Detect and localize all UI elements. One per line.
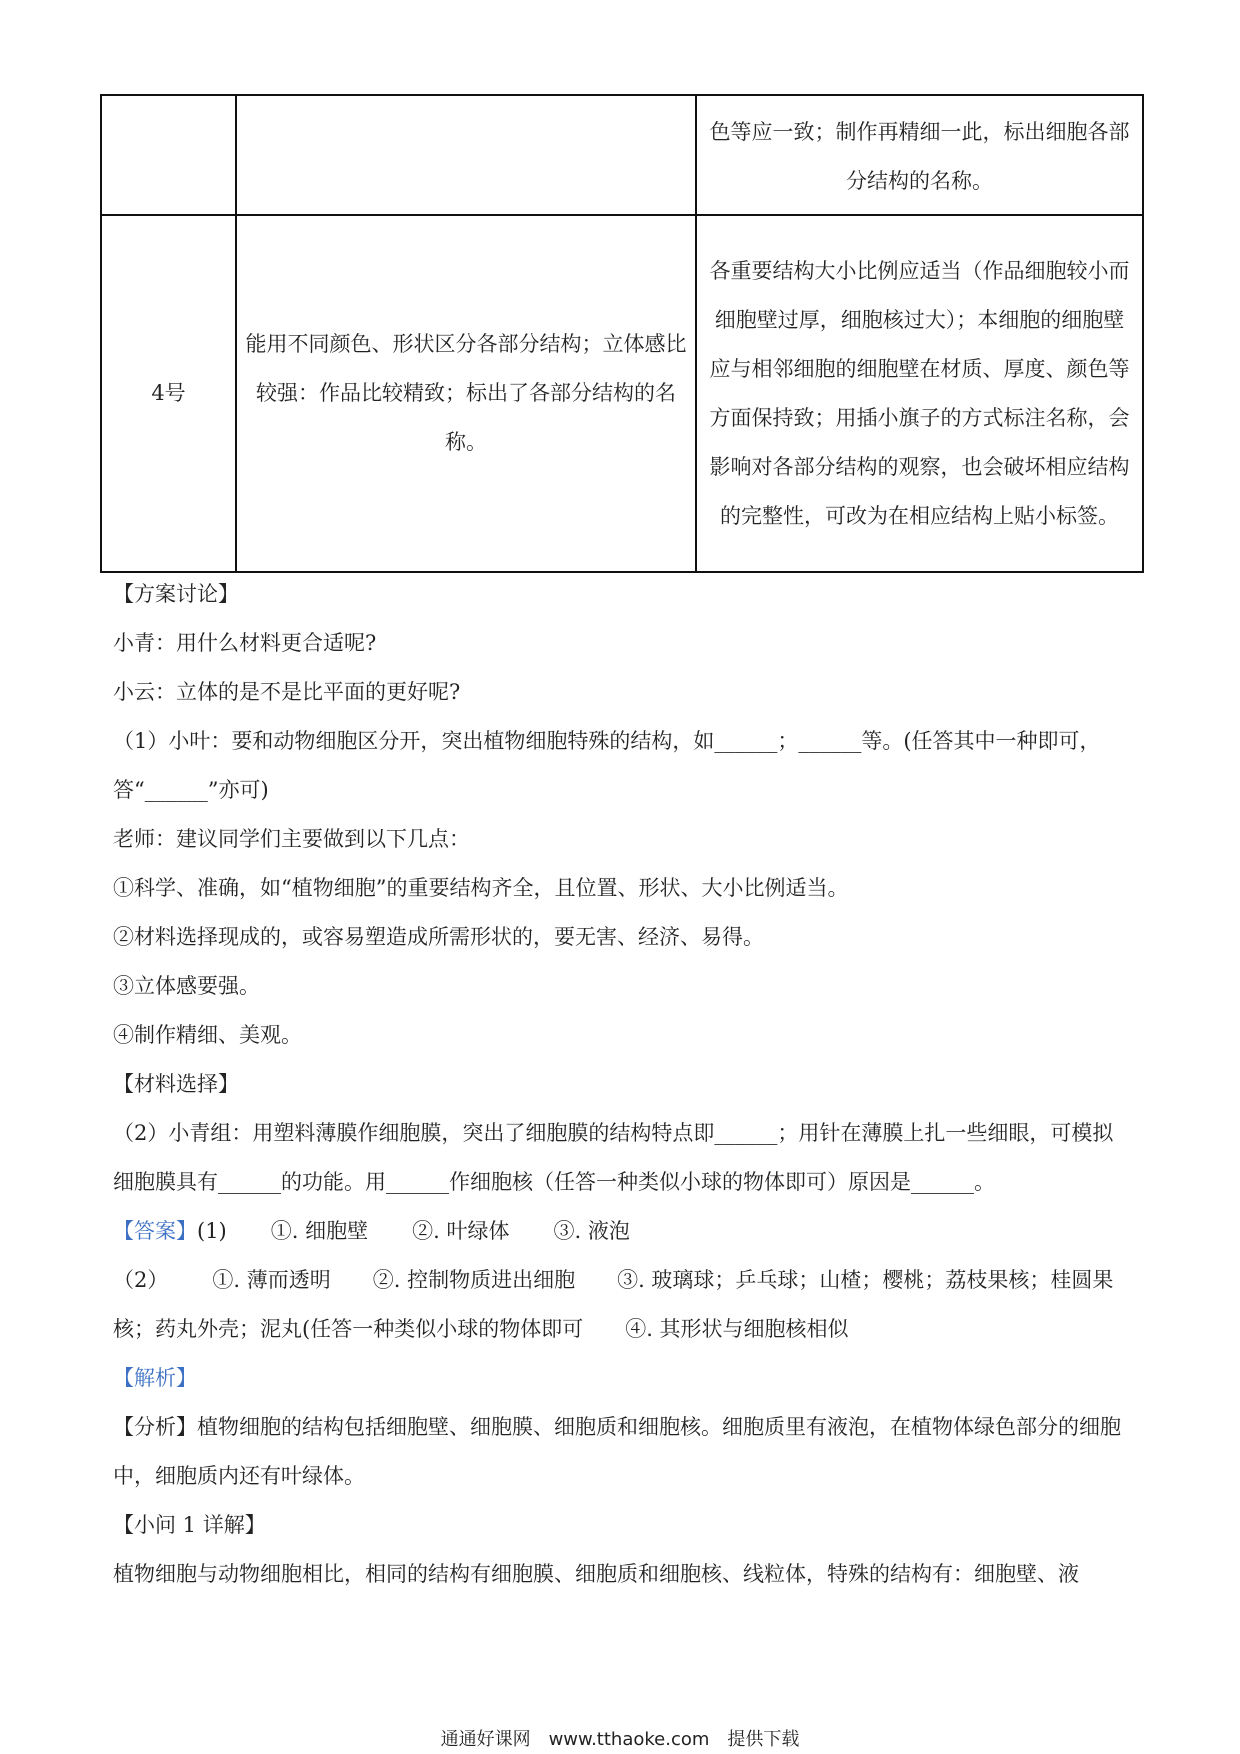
teacher-line: 老师：建议同学们主要做到以下几点： [113,827,470,851]
evaluation-table [100,94,1144,573]
answer-2-line [113,1256,1133,1354]
xiaoqing-line: 小青：用什么材料更合适呢? [113,631,377,655]
point-1: ①科学、准确，如“植物细胞”的重要结构齐全，且位置、形状、大小比例适当。 [113,876,849,900]
point-4: ④制作精细、美观。 [113,1023,302,1047]
answer-label: 【答案】 [113,1219,197,1243]
table-cell-strengths [236,95,696,215]
table-cell-suggestions: 色等应一致；制作再精细一此，标出细胞各部分结构的名称。 [696,95,1143,215]
answer-1-c: ③. 液泡 [553,1219,630,1243]
xiaoyun-line: 小云：立体的是不是比平面的更好呢? [113,680,461,704]
point-3: ③立体感要强。 [113,974,260,998]
analysis-fenxi: 【分析】植物细胞的结构包括细胞壁、细胞膜、细胞质和细胞核。细胞质里有液泡，在植物体绿色部分的细胞中，细胞质内还有叶绿体。 [113,1415,1121,1488]
question-2: （2）小青组：用塑料薄膜作细胞膜，突出了细胞膜的结构特点即______；用针在薄膜上扎一些细眼，可模拟细胞膜具有______的功能。用______作细胞核（任答一种类似小球的物体即可）原因是______。 [113,1121,1114,1194]
answer-1-line [113,1207,1133,1256]
answer-1-prefix: (1) [197,1219,227,1243]
question-body [113,570,1133,1599]
discussion-heading: 【方案讨论】 [113,582,239,606]
table-row [101,215,1143,572]
q1-detail-heading: 【小问 1 详解】 [113,1513,266,1537]
answer-1-b: ②. 叶绿体 [412,1219,510,1243]
answer-2-prefix: （2） [113,1268,169,1292]
table-cell-strengths: 能用不同颜色、形状区分各部分结构；立体感比较强：作品比较精致；标出了各部分结构的名称。 [236,215,696,572]
table-row [101,95,1143,215]
question-1: （1）小叶：要和动物细胞区分开，突出植物细胞特殊的结构，如______；______等。(任答其中一种即可，答“______”亦可) [113,729,1101,802]
table-cell-group [101,95,236,215]
table-cell-suggestions: 各重要结构大小比例应适当（作品细胞较小而细胞壁过厚，细胞核过大）；本细胞的细胞壁应与相邻细胞的细胞壁在材质、厚度、颜色等方面保持致；用插小旗子的方式标注名称，会影响对各部分结构的观察，也会破坏相应结构的完整性，可改为在相应结构上贴小标签。 [696,215,1143,572]
q1-detail: 植物细胞与动物细胞相比，相同的结构有细胞膜、细胞质和细胞核、线粒体，特殊的结构有：细胞壁、液 [113,1562,1079,1586]
point-2: ②材料选择现成的，或容易塑造成所需形状的，要无害、经济、易得。 [113,925,764,949]
answer-2-text: ①. 薄而透明 ②. 控制物质进出细胞 ③. 玻璃球；乒乓球；山楂；樱桃；荔枝果核；桂圆果核；药丸外壳；泥丸(任答一种类似小球的物体即可 ④. 其形状与细胞核相似 [113,1268,1114,1341]
answer-1-a: ①. 细胞壁 [270,1219,369,1243]
page-footer: 通通好课网 www.tthaoke.com 提供下载 [440,1729,800,1750]
analysis-label: 【解析】 [113,1366,197,1390]
table-cell-group: 4号 [101,215,236,572]
material-heading: 【材料选择】 [113,1072,239,1096]
